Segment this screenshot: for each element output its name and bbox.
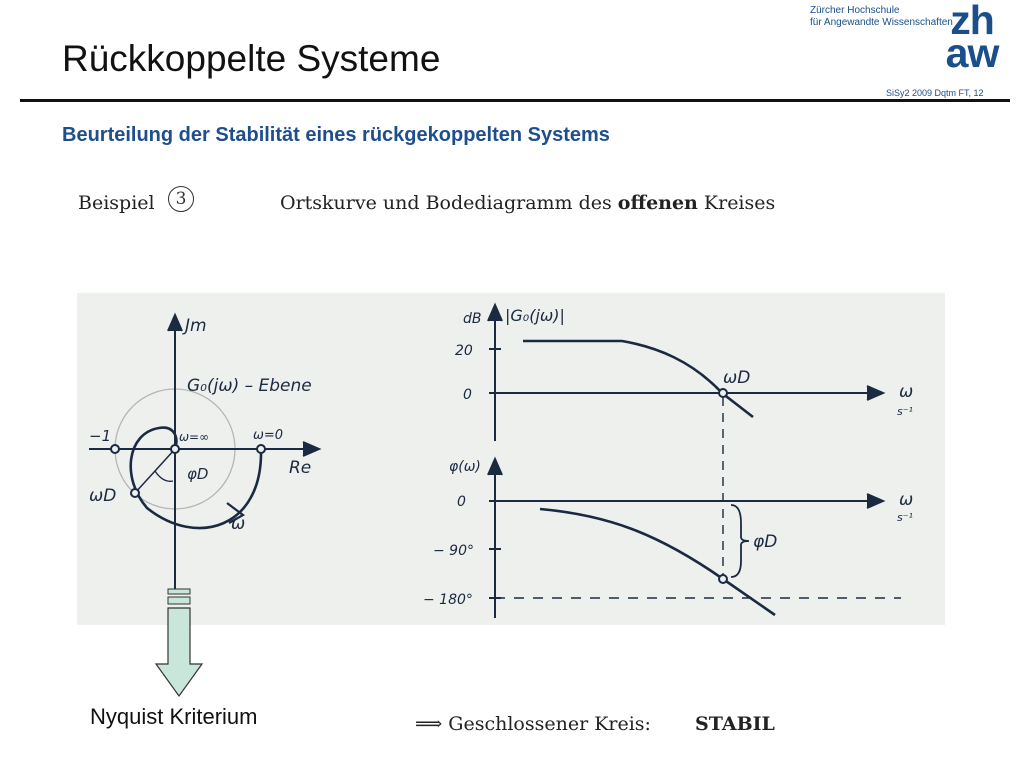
phase-x-unit: s⁻¹ bbox=[897, 511, 913, 524]
re-axis-arrow bbox=[303, 442, 319, 456]
slide-reference: SiSy2 2009 Dqtm FT, 12 bbox=[886, 88, 984, 98]
phi-d-label: φD bbox=[187, 465, 209, 483]
logo-line-2: aw bbox=[945, 30, 999, 76]
logo-line-1: zh bbox=[950, 0, 994, 43]
stability-result: STABIL bbox=[695, 713, 775, 735]
mag-y-label: |G₀(jω)| bbox=[505, 306, 565, 325]
phase-margin-label: φD bbox=[753, 532, 778, 552]
implies-icon: ⟹ bbox=[415, 713, 443, 735]
institution-line-2: für Angewandte Wissenschaften bbox=[810, 17, 953, 28]
w-zero-label: ω=0 bbox=[253, 428, 284, 443]
re-axis-label: Re bbox=[289, 458, 312, 478]
phase-tick-180-label: − 180° bbox=[423, 592, 473, 608]
im-axis-arrow bbox=[168, 315, 182, 331]
point-w-zero bbox=[257, 445, 265, 453]
point-w-inf bbox=[171, 445, 179, 453]
phase-crossover-point bbox=[719, 575, 727, 583]
mag-x-label: ω bbox=[899, 382, 914, 402]
title-divider bbox=[20, 99, 1010, 102]
phase-y-arrow bbox=[488, 459, 502, 475]
sketch-svg bbox=[77, 293, 945, 625]
omega-d-label: ωD bbox=[89, 486, 117, 506]
conclusion-text: Geschlossener Kreis: bbox=[448, 713, 651, 735]
mag-crossover-point bbox=[719, 389, 727, 397]
bode-phase-plot bbox=[423, 397, 913, 618]
example-number: 3 bbox=[168, 186, 194, 212]
desc-bold: offenen bbox=[617, 192, 698, 214]
subtitle: Beurteilung der Stabilität eines rückgekoppelten Systems bbox=[62, 124, 610, 146]
mag-y-arrow bbox=[488, 305, 502, 321]
phase-margin-brace bbox=[731, 505, 749, 577]
nyquist-plot bbox=[89, 315, 319, 593]
point-minus-one bbox=[111, 445, 119, 453]
bode-magnitude-plot bbox=[455, 305, 913, 441]
phase-arc bbox=[155, 471, 173, 481]
conclusion bbox=[415, 713, 775, 735]
mag-tick-0-label: 0 bbox=[463, 387, 472, 403]
down-arrow-icon bbox=[150, 588, 208, 700]
phase-tick-0-label: 0 bbox=[457, 494, 466, 510]
plane-label: G₀(jω) – Ebene bbox=[187, 376, 312, 396]
desc-pre: Ortskurve und Bodediagramm des bbox=[280, 192, 618, 214]
minus-one-label: −1 bbox=[89, 427, 112, 445]
phase-x-label: ω bbox=[899, 490, 914, 510]
phase-y-label: φ(ω) bbox=[449, 459, 481, 475]
mag-tick-20-label: 20 bbox=[455, 343, 473, 359]
zhaw-logo bbox=[932, 0, 1012, 76]
w-inf-label: ω=∞ bbox=[179, 430, 210, 444]
nyquist-criterion-label: Nyquist Kriterium bbox=[90, 704, 258, 729]
desc-post: Kreises bbox=[697, 192, 776, 214]
magnitude-curve bbox=[523, 341, 753, 417]
mag-unit-label: dB bbox=[463, 311, 482, 327]
example-description bbox=[280, 192, 775, 214]
page-title: Rückkoppelte Systeme bbox=[62, 38, 441, 79]
sketch-panel bbox=[77, 293, 945, 625]
example-label: Beispiel bbox=[78, 192, 155, 214]
phase-tick-90-label: − 90° bbox=[433, 543, 474, 559]
omega-label: ω bbox=[231, 514, 246, 534]
phase-x-arrow bbox=[867, 494, 883, 508]
institution-line-1: Zürcher Hochschule bbox=[810, 5, 900, 16]
phase-curve bbox=[540, 509, 778, 615]
mag-x-arrow bbox=[867, 386, 883, 400]
mag-x-unit: s⁻¹ bbox=[897, 405, 913, 418]
point-omega-d bbox=[131, 489, 139, 497]
mag-omega-d-label: ωD bbox=[723, 368, 751, 388]
im-axis-label: Jm bbox=[185, 316, 207, 336]
